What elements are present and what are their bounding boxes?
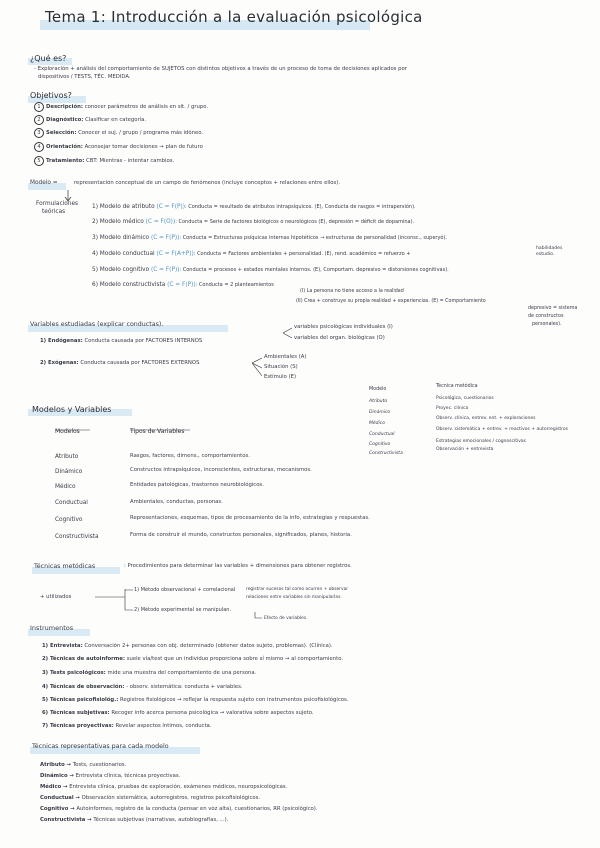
constructivista-note-1: depresivo = sistema [528,306,578,311]
constructivista-sub-2: (II) Crea + construye su propia realidad + experiencias. (E) = Comportamiento [296,299,486,304]
modelo-atributo: 1) Modelo de atributo (C = F(P)): Conducta = resultado de atributos intrapsíquicos. (E), Conducta de rasgos = intrapersión). [92,204,416,210]
exogenas-branch-3: Estímulo (E) [264,374,297,380]
mv-model: Dinámico [55,469,83,475]
repres-item: Médico → Entrevista clínica, pruebas de exploración, exámenes médicos, neuropsicológicas. [40,784,288,790]
mv-model: Cognitivo [55,517,83,523]
tecnicas-option-1: 1) Método observacional + correlacional [134,587,236,593]
instrumento-item: 7) Técnicas proyectivas: Revelar aspectos íntimos, conducta. [42,723,212,729]
tecnicas-option-2: 2) Método experimental se manipulan. [134,607,232,613]
tecnicas-option-2-note: Efecto de variables. [264,616,308,621]
variables-heading: Variables estudiadas (explicar conductas). [30,321,164,328]
modelo-label: Modelo = [30,180,58,186]
endogenas-branch-1: variables psicológicas individuales (I) [294,324,393,330]
mv-vars: Forma de construir el mundo, constructos personales, significados, planes, historia. [130,532,352,538]
side-table-model: Atributo [369,399,388,404]
tecnicas-option-1-desc: registrar sucesos tal como ocurren + observar [246,587,349,592]
side-table-model: Dinámico [369,410,391,415]
mv-vars: Ambientales, conductas, personas. [130,499,223,505]
que-es-text-1: - Exploración + análisis del comportamiento de SUJETOS con distintos objetivos a través de un proceso de toma de decisiones aplicados por [34,66,407,72]
side-table-tech: Psicológica, cuestionarios [436,396,494,401]
formulaciones-label: Formulaciones [36,201,79,207]
instrumento-item: 6) Técnicas subjetivas: Recoger info acerca persona psicológica → valorativa sobre aspectos sujeto. [42,710,314,716]
page-title: Tema 1: Introducción a la evaluación psicológica [45,8,423,26]
modelos-col-header: Modelos [55,428,80,435]
modelo-constructivista: 6) Modelo constructivista (C = F(P)): Conducta = 2 planteamientos [92,282,274,288]
side-table-tech: Observación + entrevista [436,447,494,452]
instrumentos-heading: Instrumentos [30,624,74,632]
objetivo-item: 2 Diagnóstico: Clasificar en categoría. [34,115,146,125]
tecnicas-text: : Procedimientos para determinar las variables + dimensiones para obtener registros. [124,563,352,569]
mv-model: Constructivista [55,534,99,540]
instrumento-item: 1) Entrevista: Conversación 2+ personas con obj. determinado (obtener datos sujeto, problemas). (Clínica). [42,643,333,649]
repres-item: Conductual → Observación sistemática, autorregistros, registros psicofisiológicos. [40,795,261,801]
repres-item: Cognitivo → Autoinformes, registro de la conducta (pensar en voz alta), cuestionarios, RR (psicológico). [40,806,318,812]
modelo-conductual: 4) Modelo conductual (C = F(A+P)): Conducta = Factores ambientales + personalidad. (E), rend. académico = refuerzo + [92,251,411,257]
modelo-medico: 2) Modelo médico (C = F(O)): Conducta = Serie de factores biológicos o neurológicos (E), depresión = déficit de dopamina). [92,219,415,225]
tecnicas-prefix: + utilizados [40,594,72,600]
constructivista-note-3: personales). [532,322,562,327]
mv-vars: Entidades patológicas, trastornos neurobiológicos. [130,482,264,488]
conductual-note: habilidades estudio. [536,246,563,257]
instrumento-item: 5) Técnicas psicofisiológ.: Registros fisiológicos → reflejar la respuesta sujeto con instrumentos psicofisiológicos. [42,697,349,703]
side-table-tech: Observ. sistemática + entrev. + reactivos + autorregistros [436,427,568,432]
side-table-model: Cognitivo [369,442,391,447]
side-table-tech: Proyec. clínica [436,406,469,411]
exogenas-branch-1: Ambientales (A) [264,354,307,360]
modelo-cognitivo: 5) Modelo cognitivo (C = F(P)): Conducta = procesos + estados mentales internos. (E), Comportam. depresivo = distorsiones cognitivas). [92,267,449,273]
side-table-tech: Observ. clínica, entrev. ent. + exploraciones [436,416,536,421]
instrumento-item: 2) Técnicas de autoinforme: suele vía/test que un individuo proporciona sobre sí mismo → al comportamiento. [42,656,344,662]
side-table-col-1: Modelo [369,387,387,392]
tecnicas-heading: Técnicas metódicas [34,563,96,570]
modelos-variables-heading: Modelos y Variables [32,405,112,414]
constructivista-note-2: de constructos [528,314,564,319]
modelo-dinamico: 3) Modelo dinámico (C = F(P)): Conducta = Estructuras psíquicas internas hipotéticos → estructuras de personalidad (inconsc., superyó). [92,235,448,241]
side-table-col-2: Técnica metódica [436,384,478,389]
side-table-tech: Estrategias emocionales / cognoscitivas [436,439,527,444]
instrumento-item: 4) Técnicas de observación: - observ. sistemática: conducta + variables. [42,684,243,690]
representativas-heading: Técnicas representativas para cada modelo [32,743,169,750]
constructivista-sub-1: (I) La persona no tiene acceso a la realidad [300,289,404,294]
endogenas-branch-2: variables del organ. biológicas (O) [294,335,385,341]
teoricas-label: teóricas [42,209,66,215]
objetivo-item: 5 Tratamiento: CBT: Mientras - intentar cambios. [34,156,174,166]
mv-vars: Representaciones, esquemas, tipos de procesamiento de la info, estrategias y respuestas. [130,515,370,521]
mv-model: Conductual [55,500,88,506]
side-table-model: Constructivista [369,451,403,456]
tecnicas-option-1-desc-2: relaciones entre variables sin manipularlas. [246,595,342,600]
objetivo-item: 4 Orientación: Aconsejar tomar decisiones → plan de futuro [34,142,203,152]
objetivos-heading: Objetivos? [30,91,72,100]
exogenas: 2) Exógenas: Conducta causada por FACTORES EXTERNOS [40,360,200,366]
mv-vars: Constructos intrapsíquicos, inconscientes, estructuras, mecanismos. [130,467,312,473]
variables-col-header: Tipos de Variables [130,428,185,435]
side-table-model: Médico [369,421,385,426]
objetivo-item: 3 Selección: Conocer el suj. / grupo / programa más idóneo. [34,128,203,138]
repres-item: Constructivista → Técnicas subjetivas (narrativas, autobiografías, ...). [40,817,229,823]
repres-item: Dinámico → Entrevista clínica, técnicas proyectivas. [40,773,181,779]
mv-model: Médico [55,484,76,490]
objetivo-item: 1 Descripción: conocer parámetros de análisis en sit. / grupo. [34,102,208,112]
repres-item: Atributo → Tests, cuestionarios. [40,762,127,768]
instrumento-item: 3) Tests psicológicos: mide una muestra del comportamiento de una persona. [42,670,257,676]
endogenas: 1) Endógenas: Conducta causada por FACTORES INTERNOS [40,338,203,344]
que-es-heading: ¿Qué es? [30,54,67,63]
modelo-definition: representación conceptual de un campo de fenómenos (incluye conceptos + relaciones entre ellos). [74,180,341,186]
que-es-text-2: dispositivos / TESTS, TÉC. MEDIDA. [38,74,131,80]
exogenas-branch-2: Situación (S) [264,364,298,370]
side-table-model: Conductual [369,432,395,437]
mv-vars: Rasgos, factores, dimens., comportamientos. [130,453,250,459]
mv-model: Atributo [55,454,79,460]
